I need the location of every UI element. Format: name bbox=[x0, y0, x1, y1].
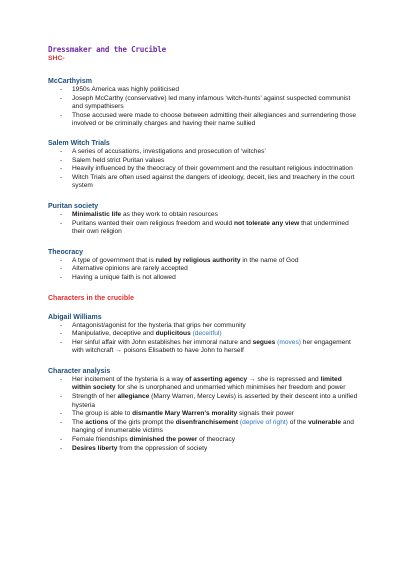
bold-term: duplicitous bbox=[155, 330, 191, 338]
bullet-item: - Having a unique faith is not allowed bbox=[60, 274, 360, 283]
bold-term: allegiance bbox=[117, 393, 150, 401]
bullet-item: - Witch Trials are often used against the dangers of ideology, deceit, lies and treachery in the court system bbox=[60, 174, 360, 191]
bullet-item: - Female friendships diminished the power of theocracy bbox=[60, 436, 360, 445]
document-title: Dressmaker and the Crucible bbox=[48, 45, 167, 54]
bullet-item: - A type of government that is ruled by religious authority in the name of God bbox=[60, 257, 360, 266]
section-heading: Abigail Williams bbox=[48, 313, 102, 321]
bullet-list bbox=[48, 257, 360, 283]
bullet-list bbox=[48, 376, 360, 453]
bullet-item: - Strength of her allegiance (Marry Warren, Mercy Lewis) is asserted by their descent into a unified hysteria bbox=[60, 393, 360, 410]
bullet-list bbox=[48, 322, 360, 356]
bullet-item: - Minimalistic life as they work to obtain resources bbox=[60, 211, 360, 220]
bullet-item: - Alternative opinions are rarely accepted bbox=[60, 265, 360, 274]
bullet-item: - A series of accusations, investigations and prosecution of ‘witches’ bbox=[60, 148, 360, 157]
bullet-item: - 1950s America was highly politicised bbox=[60, 86, 360, 95]
bullet-item: - Her sinful affair with John establishes her immoral nature and segues (moves) her engagement with witchcraft → poisons Elisabeth to have John to herself bbox=[60, 339, 360, 356]
section-heading: Character analysis bbox=[48, 367, 111, 375]
bullet-list bbox=[48, 86, 360, 129]
bullet-item: - Manipulative, deceptive and duplicitous (deceitful) bbox=[60, 330, 360, 339]
bold-term: Minimalistic life bbox=[72, 210, 122, 218]
bullet-list bbox=[48, 148, 360, 191]
bullet-item: - Those accused were made to choose between admitting their allegiances and surrendering those involved or be criminally charges and having their name sullied bbox=[60, 112, 360, 129]
bold-term: diminished the power bbox=[129, 436, 198, 444]
bold-term: ruled by religious authority bbox=[155, 256, 241, 264]
bold-term: segues bbox=[252, 338, 276, 346]
bold-term: Desires liberty bbox=[72, 444, 118, 452]
section-heading: Theocracy bbox=[48, 248, 84, 256]
definition-note: (deceitful) bbox=[192, 330, 222, 338]
definition-note: (deprive of right) bbox=[239, 418, 288, 426]
bullet-item: - Salem held strict Puritan values bbox=[60, 157, 360, 166]
document-subtitle: SHC- bbox=[48, 55, 65, 62]
bullet-item: - Puritans wanted their own religious freedom and would not tolerate any view that undermined their own religion bbox=[60, 220, 360, 237]
section-heading: Puritan society bbox=[48, 202, 99, 210]
bullet-item: - Desires liberty from the oppression of society bbox=[60, 445, 360, 454]
section-heading: Salem Witch Trials bbox=[48, 139, 110, 147]
bold-term: actions bbox=[85, 418, 109, 426]
section-heading: Characters in the crucible bbox=[48, 294, 134, 302]
bullet-item: - Antagonist/agonist for the hysteria that grips her community bbox=[60, 322, 360, 331]
bullet-item: - Heavily influenced by the theocracy of their government and the resultant religious indoctrination bbox=[60, 165, 360, 174]
notes-body bbox=[48, 77, 360, 453]
bold-term: not tolerate any view bbox=[234, 219, 300, 227]
definition-note: (moves) bbox=[277, 338, 301, 346]
bullet-item: - Joseph McCarthy (conservative) led many infamous ‘witch-hunts’ against suspected communist and sympathisers bbox=[60, 95, 360, 112]
bold-term: of asserting agency bbox=[185, 375, 248, 383]
section-heading: McCarthyism bbox=[48, 78, 92, 85]
bold-term: limited within society bbox=[72, 375, 342, 392]
bullet-item: - The actions of the girls prompt the disenfranchisement (deprive of right) of the vulnerable and hanging of innumerable victims bbox=[60, 419, 360, 436]
bold-term: vulnerable bbox=[308, 418, 342, 426]
bold-term: dismantle Mary Warren’s morality bbox=[132, 410, 238, 418]
bold-term: disenfranchisement bbox=[175, 418, 239, 426]
bullet-item: - The group is able to dismantle Mary Warren’s morality signals their power bbox=[60, 410, 360, 419]
bullet-list bbox=[48, 211, 360, 237]
bullet-item: - Her incitement of the hysteria is a way of asserting agency → she is repressed and limited within society for she is unorphaned and unmarried which minimises her freedom and power bbox=[60, 376, 360, 393]
